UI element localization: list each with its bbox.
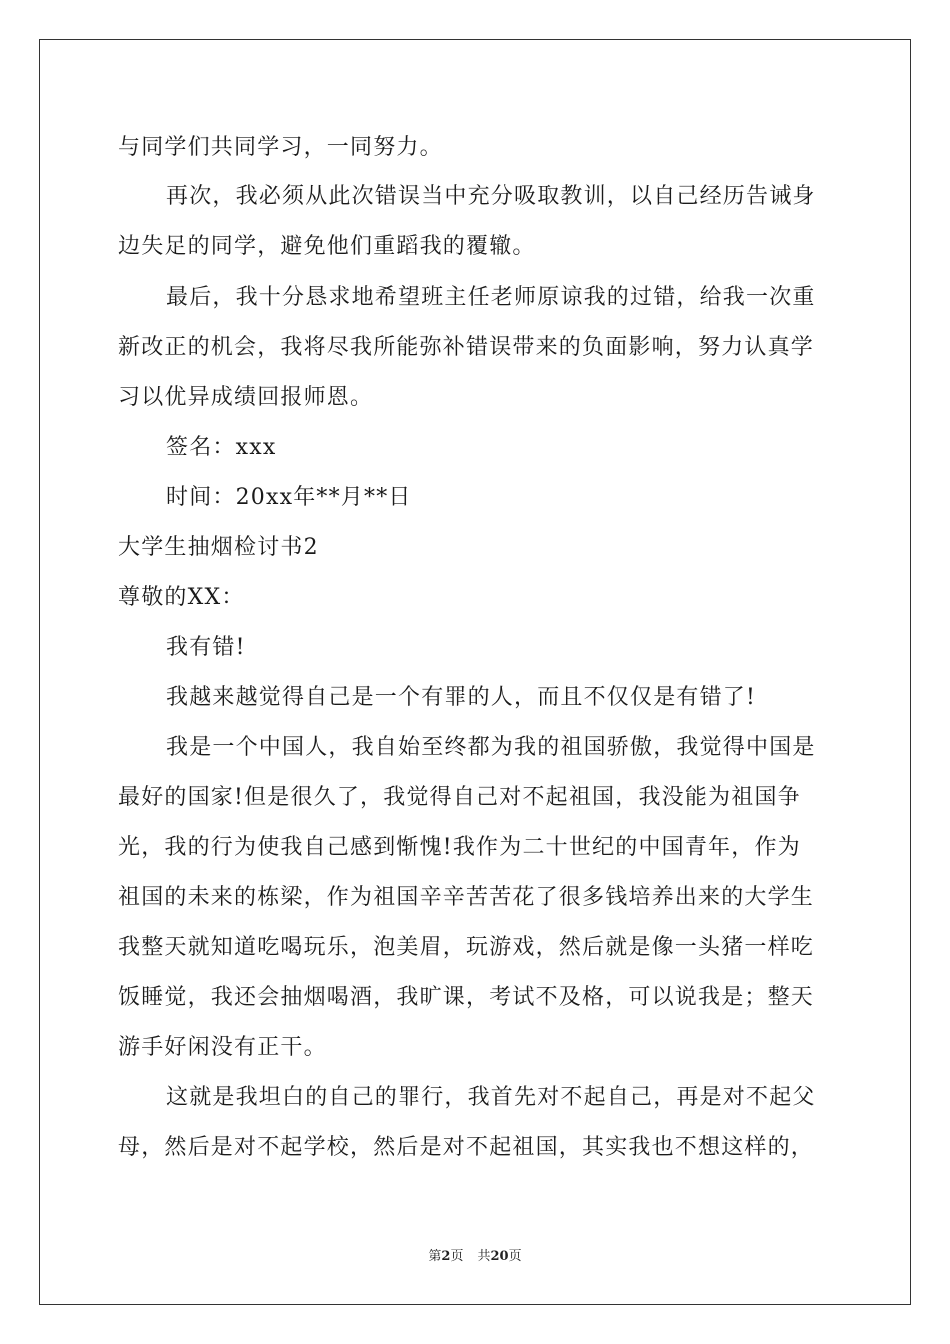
section-title: 大学生抽烟检讨书2: [118, 535, 319, 560]
text-line: 这就是我坦白的自己的罪行，我首先对不起自己，再是对不起父: [166, 1085, 816, 1110]
text-line: 我是一个中国人，我自始至终都为我的祖国骄傲，我觉得中国是: [166, 735, 816, 760]
total-suffix: 页: [508, 1249, 522, 1264]
page-footer: [0, 1248, 950, 1266]
date-line: 时间：20xx年**月**日: [166, 485, 412, 510]
text-line: 我有错!: [166, 635, 246, 660]
page-suffix: 页: [450, 1249, 464, 1264]
page-border: [39, 39, 911, 1305]
signature-line: 签名：xxx: [166, 435, 277, 460]
text-line: 习以优异成绩回报师恩。: [118, 385, 374, 410]
text-line: 最好的国家!但是很久了，我觉得自己对不起祖国，我没能为祖国争: [118, 785, 801, 810]
text-line: 边失足的同学，避免他们重蹈我的覆辙。: [118, 234, 536, 259]
text-line: 饭睡觉，我还会抽烟喝酒，我旷课，考试不及格，可以说我是；整天: [118, 985, 815, 1010]
text-line: 游手好闲没有正干。: [118, 1035, 327, 1060]
text-line: 祖国的未来的栋梁，作为祖国辛辛苦苦花了很多钱培养出来的大学生: [118, 885, 815, 910]
total-pages: 20: [490, 1249, 509, 1264]
text-line: 我越来越觉得自己是一个有罪的人，而且不仅仅是有错了!: [166, 685, 757, 710]
text-line: 最后，我十分恳求地希望班主任老师原谅我的过错，给我一次重: [166, 285, 816, 310]
text-line: 我整天就知道吃喝玩乐，泡美眉，玩游戏，然后就是像一头猪一样吃: [118, 935, 815, 960]
text-line: 母，然后是对不起学校，然后是对不起祖国，其实我也不想这样的，: [118, 1135, 815, 1160]
text-line: 与同学们共同学习，一同努力。: [118, 135, 443, 160]
text-line: 新改正的机会，我将尽我所能弥补错误带来的负面影响，努力认真学: [118, 335, 815, 360]
page-number: 2: [441, 1249, 451, 1264]
page-prefix: 第: [428, 1249, 442, 1264]
text-line: 光，我的行为使我自己感到惭愧!我作为二十世纪的中国青年，作为: [118, 835, 801, 860]
total-prefix: 共: [477, 1249, 491, 1264]
salutation: 尊敬的XX：: [118, 585, 245, 610]
text-line: 再次，我必须从此次错误当中充分吸取教训，以自己经历告诫身: [166, 184, 816, 209]
